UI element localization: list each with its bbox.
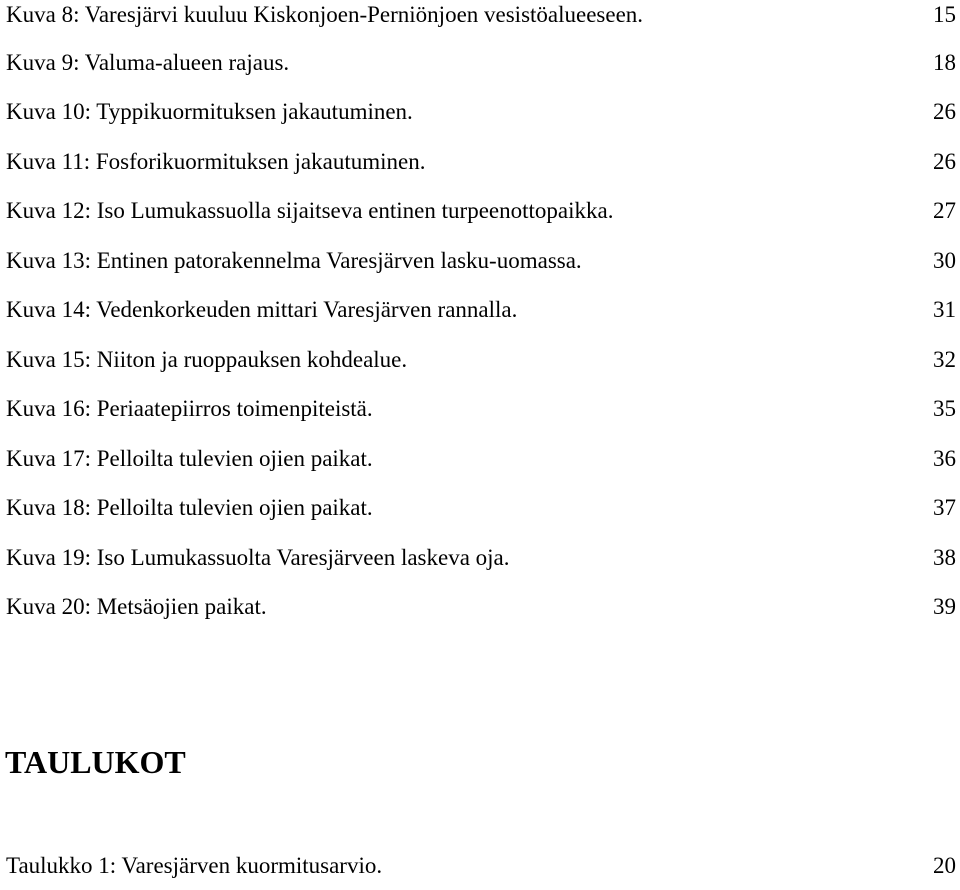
figure-entry-page: 27 xyxy=(933,197,956,223)
tables-heading: TAULUKOT xyxy=(5,744,186,780)
figure-entry[interactable] xyxy=(0,384,960,433)
table-entry-label: Taulukko 1: Varesjärven kuormitusarvio. xyxy=(6,852,383,878)
figure-entry-label: Kuva 17: Pelloilta tulevien ojien paikat. xyxy=(6,445,373,471)
figure-entry[interactable] xyxy=(0,186,960,235)
figure-entry-label: Kuva 14: Vedenkorkeuden mittari Varesjärven rannalla. xyxy=(6,296,518,322)
figure-entry-label: Kuva 8: Varesjärvi kuuluu Kiskonjoen-Perniönjoen vesistöalueeseen. xyxy=(6,1,644,27)
figure-entry-page: 37 xyxy=(933,494,956,520)
figure-entry-page: 35 xyxy=(933,395,956,421)
figure-entry-label: Kuva 15: Niiton ja ruoppauksen kohdealue. xyxy=(6,346,408,372)
figure-entry-label: Kuva 9: Valuma-alueen rajaus. xyxy=(6,49,290,75)
figure-entry-page: 31 xyxy=(933,296,956,322)
figure-entry[interactable] xyxy=(0,87,960,136)
figure-entry-page: 32 xyxy=(933,346,956,372)
figure-entry-label: Kuva 11: Fosforikuormituksen jakautuminen. xyxy=(6,148,426,174)
figure-entry[interactable] xyxy=(0,137,960,186)
figure-entry-page: 30 xyxy=(933,247,956,273)
figure-entry-label: Kuva 19: Iso Lumukassuolta Varesjärveen laskeva oja. xyxy=(6,544,510,570)
figure-entry-page: 26 xyxy=(933,98,956,124)
figure-entry-label: Kuva 20: Metsäojien paikat. xyxy=(6,593,267,619)
figure-entry-page: 36 xyxy=(933,445,956,471)
figure-entry-page: 15 xyxy=(933,1,956,27)
figure-entry[interactable] xyxy=(0,582,960,631)
figure-entry[interactable] xyxy=(0,533,960,582)
figure-entry[interactable] xyxy=(0,38,960,87)
figure-entry[interactable] xyxy=(0,434,960,483)
figure-entry-label: Kuva 12: Iso Lumukassuolla sijaitseva entinen turpeenottopaikka. xyxy=(6,197,614,223)
figure-entry-label: Kuva 10: Typpikuormituksen jakautuminen. xyxy=(6,98,413,124)
figure-entry[interactable] xyxy=(0,285,960,334)
figure-entry[interactable] xyxy=(0,0,960,39)
figure-entry[interactable] xyxy=(0,236,960,285)
figure-entry-label: Kuva 13: Entinen patorakennelma Varesjärven lasku-uomassa. xyxy=(6,247,582,273)
figure-entry[interactable] xyxy=(0,483,960,532)
figure-entry-page: 38 xyxy=(933,544,956,570)
figure-entry-page: 39 xyxy=(933,593,956,619)
table-entry[interactable] xyxy=(0,841,960,890)
table-entry-page: 20 xyxy=(933,852,956,878)
figure-entry-label: Kuva 18: Pelloilta tulevien ojien paikat. xyxy=(6,494,373,520)
figure-entry-label: Kuva 16: Periaatepiirros toimenpiteistä. xyxy=(6,395,373,421)
figure-entry[interactable] xyxy=(0,335,960,384)
figure-entry-page: 18 xyxy=(933,49,956,75)
figure-entry-page: 26 xyxy=(933,148,956,174)
